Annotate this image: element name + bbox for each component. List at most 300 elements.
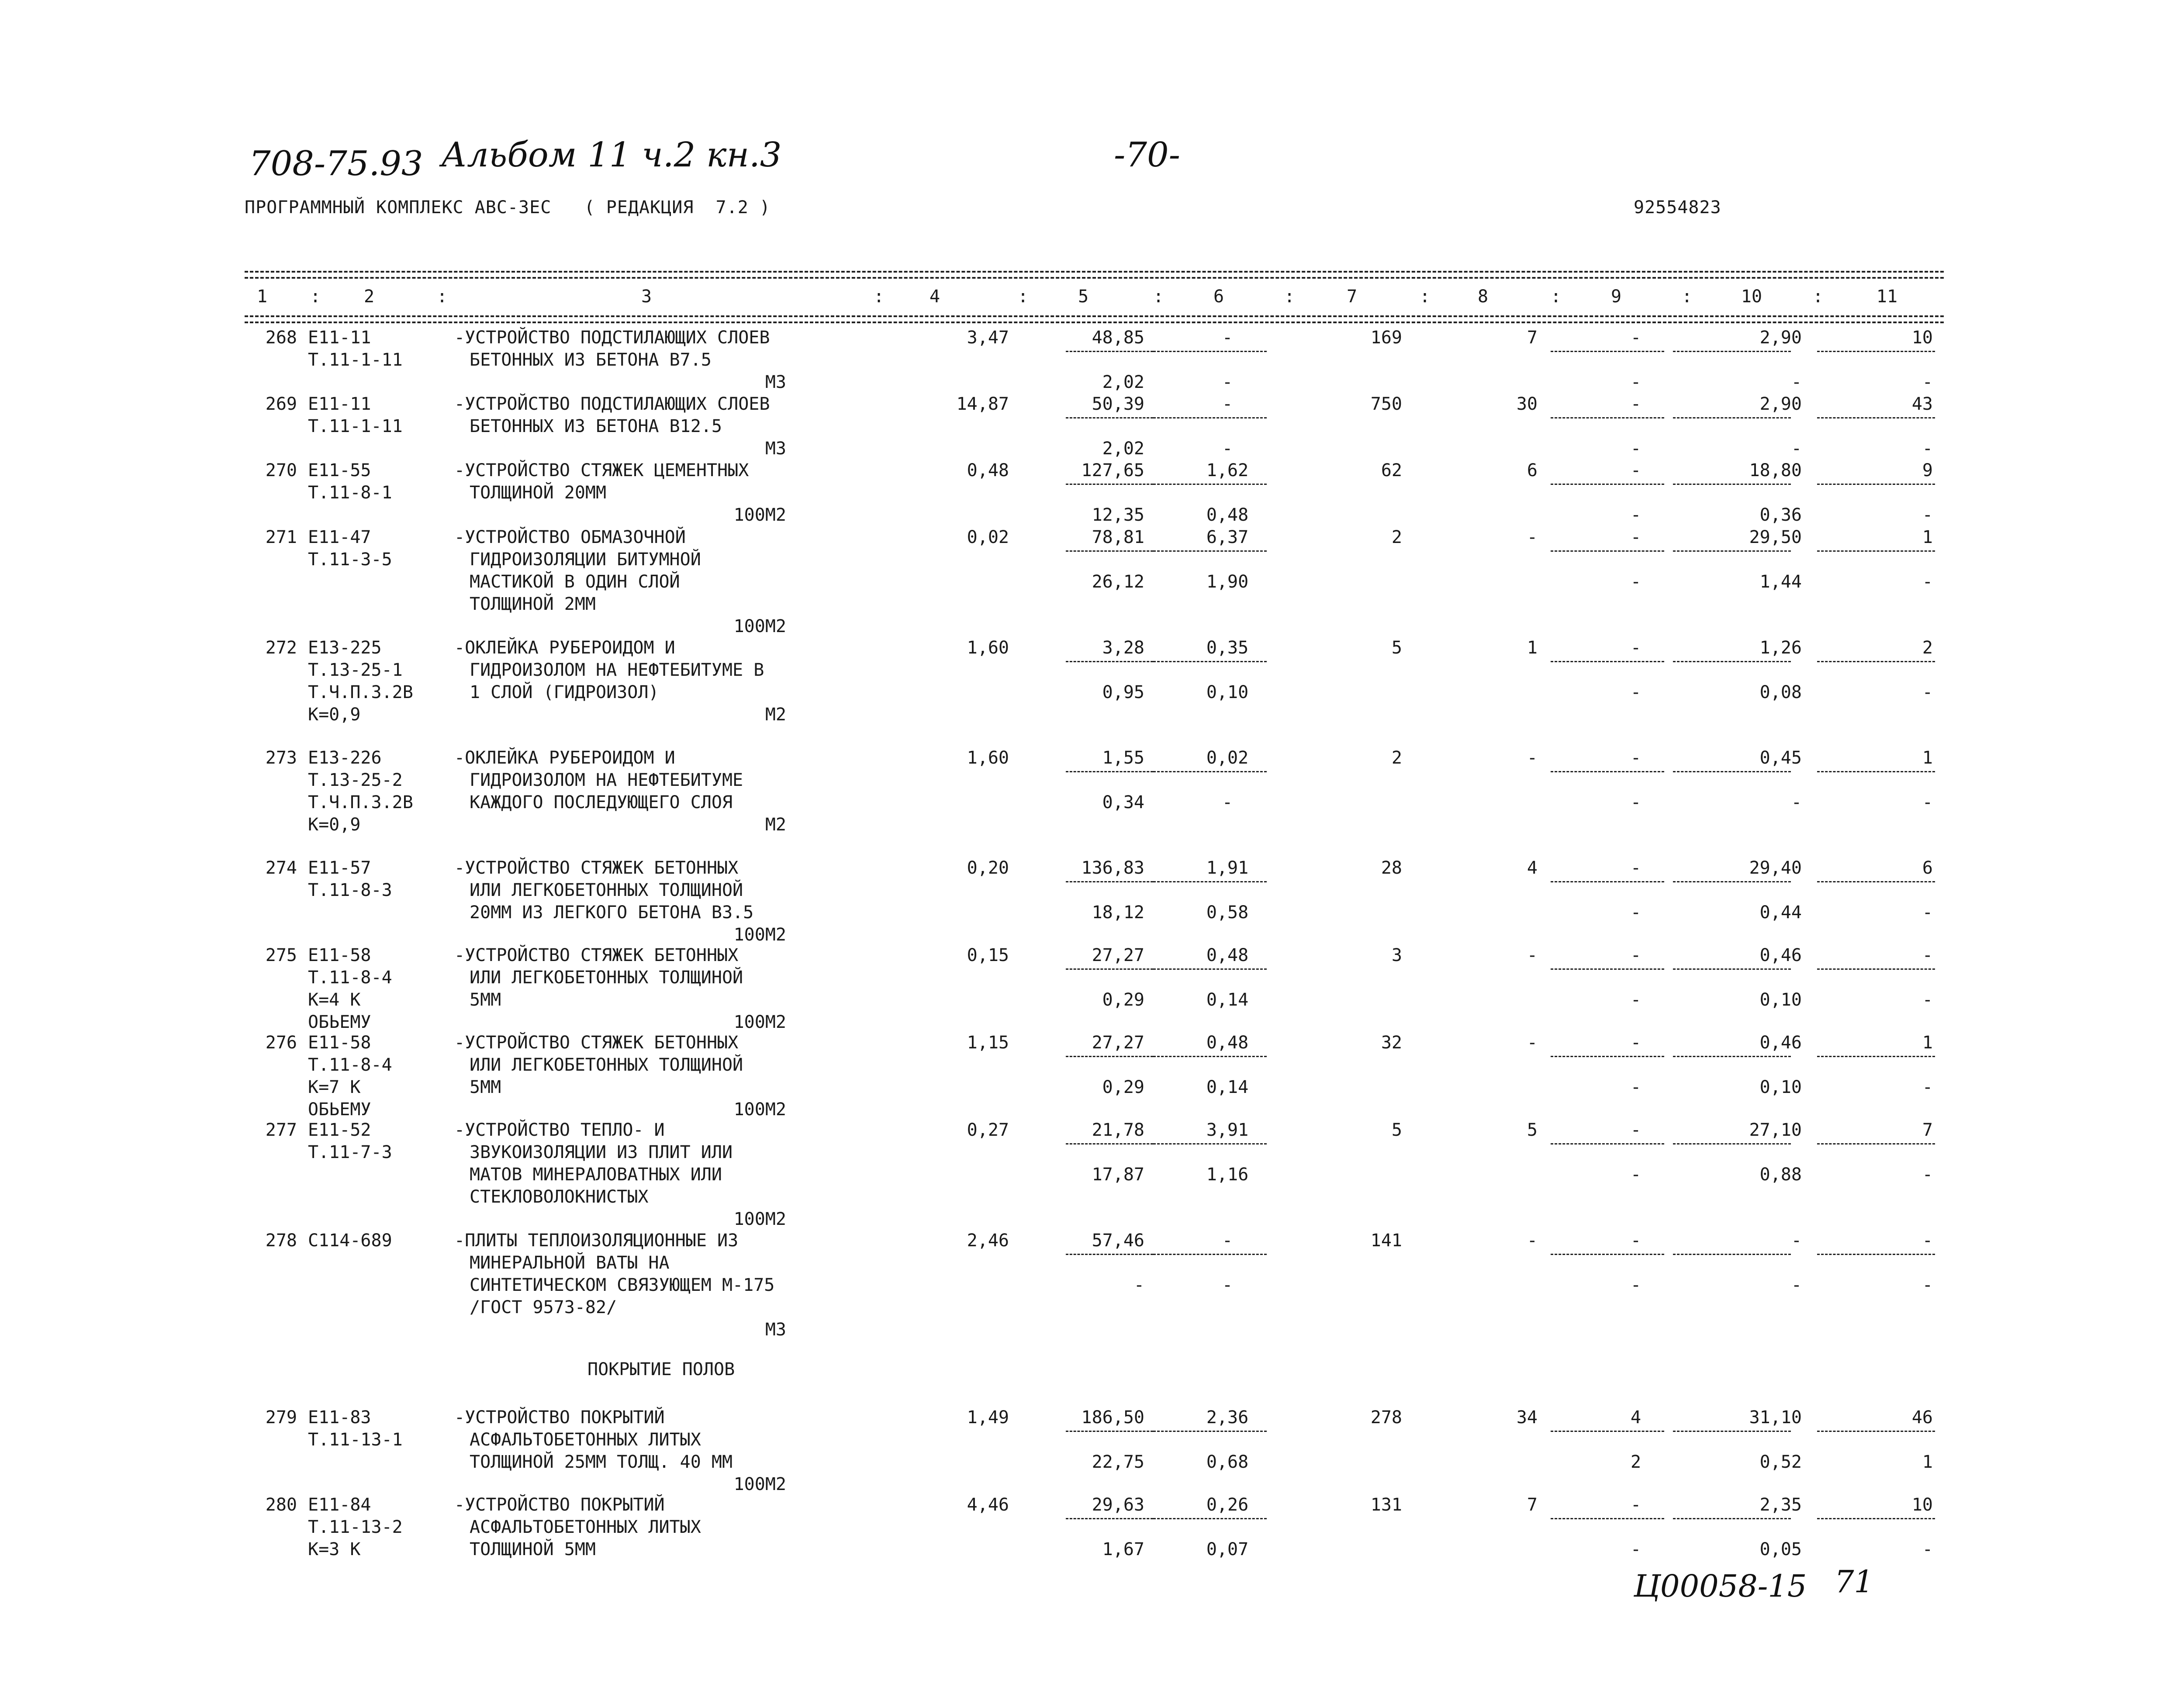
machine-cost-wages: 0,48 — [1206, 505, 1249, 525]
page-number: -70- — [1114, 135, 1180, 175]
col-11-sub: - — [1922, 990, 1933, 1010]
sub-rule — [1817, 351, 1935, 352]
work-description: -УСТРОЙСТВО СТЯЖЕК БЕТОННЫХ — [454, 858, 739, 878]
col-11-value: 10 — [1911, 328, 1933, 348]
footer-code: Ц00058-15 — [1634, 1568, 1807, 1604]
col-10-value: 31,10 — [1749, 1407, 1802, 1428]
machine-cost: 1,62 — [1206, 460, 1249, 481]
unit-cost: 57,46 — [1092, 1231, 1144, 1251]
total-cost: 3 — [1391, 945, 1402, 965]
work-description: -УСТРОЙСТВО ТЕПЛО- И — [454, 1120, 665, 1140]
norm-code: К=4 К — [308, 990, 361, 1010]
column-separator: : — [874, 287, 885, 307]
total-cost: 5 — [1391, 1120, 1402, 1140]
col-11-sub: - — [1922, 372, 1933, 392]
col-9-value: - — [1630, 1120, 1641, 1140]
total-cost: 2 — [1391, 748, 1402, 768]
sub-rule — [1153, 968, 1267, 970]
work-description: -УСТРОЙСТВО СТЯЖЕК БЕТОННЫХ — [454, 1033, 739, 1053]
norm-code: Т.13-25-2 — [308, 770, 403, 790]
sub-rule — [1551, 1518, 1664, 1519]
col-10-value: 0,46 — [1759, 1033, 1802, 1053]
machine-cost-wages: 0,07 — [1206, 1539, 1249, 1559]
col-9-value: - — [1630, 1033, 1641, 1053]
col-10-sub: 1,44 — [1759, 572, 1802, 592]
document-code: 92554823 — [1634, 197, 1721, 218]
quantity: 1,15 — [967, 1033, 1009, 1053]
col-11-value: 7 — [1922, 1120, 1933, 1140]
norm-code: Е11-52 — [308, 1120, 371, 1140]
column-number: 5 — [1078, 287, 1089, 307]
column-separator: : — [1813, 287, 1824, 307]
sub-rule — [1551, 417, 1664, 418]
sub-rule — [1066, 484, 1153, 485]
col-9-sub: - — [1630, 902, 1641, 923]
sub-rule — [1066, 661, 1153, 662]
sub-rule — [1817, 417, 1935, 418]
col-10-sub: 0,44 — [1759, 902, 1802, 923]
machine-cost-wages: 0,10 — [1206, 682, 1249, 702]
sub-rule — [1673, 417, 1791, 418]
norm-code: Т.13-25-1 — [308, 660, 403, 680]
total-cost: 750 — [1370, 394, 1402, 414]
col-9-sub: - — [1630, 505, 1641, 525]
norm-code: К=0,9 — [308, 705, 361, 725]
sub-rule — [1153, 881, 1267, 882]
col-11-value: 46 — [1911, 1407, 1933, 1428]
norm-code: ОБЬЕМУ — [308, 1012, 371, 1032]
row-number: 269 — [265, 394, 297, 414]
col-9-sub: - — [1630, 682, 1641, 702]
unit-cost-wages: 0,95 — [1102, 682, 1144, 702]
col-9-sub: - — [1630, 990, 1641, 1010]
quantity: 14,87 — [956, 394, 1009, 414]
work-description: АСФАЛЬТОБЕТОННЫХ ЛИТЫХ — [470, 1517, 701, 1537]
col-10-value: 29,40 — [1749, 858, 1802, 878]
sub-rule — [1673, 1431, 1791, 1432]
col-8-value: 7 — [1527, 1495, 1538, 1515]
sub-rule — [1673, 484, 1791, 485]
col-8-value: - — [1527, 1231, 1538, 1251]
col-10-value: 29,50 — [1749, 527, 1802, 547]
col-9-sub: - — [1630, 439, 1641, 459]
unit-cost: 127,65 — [1081, 460, 1144, 481]
machine-cost-wages: 0,58 — [1206, 902, 1249, 923]
sub-rule — [1066, 1518, 1153, 1519]
sub-rule — [1551, 484, 1664, 485]
norm-code: К=3 К — [308, 1539, 361, 1559]
col-11-sub: - — [1922, 572, 1933, 592]
sub-rule — [1673, 1056, 1791, 1057]
machine-cost: - — [1222, 328, 1233, 348]
norm-code: Е11-58 — [308, 1033, 371, 1053]
row-number: 277 — [265, 1120, 297, 1140]
machine-cost: 0,48 — [1206, 1033, 1249, 1053]
column-number: 4 — [929, 287, 940, 307]
work-description: -УСТРОЙСТВО ПОДСТИЛАЮЩИХ СЛОЕВ — [454, 394, 770, 414]
unit-of-measure: 100М2 — [733, 616, 786, 636]
unit-of-measure: 100М2 — [733, 925, 786, 945]
sub-rule — [1817, 968, 1935, 970]
col-11-value: 6 — [1922, 858, 1933, 878]
quantity: 1,60 — [967, 748, 1009, 768]
sub-rule — [1673, 968, 1791, 970]
col-9-value: - — [1630, 1495, 1641, 1515]
sub-rule — [1817, 1056, 1935, 1057]
norm-code: Т.11-8-1 — [308, 483, 392, 503]
machine-cost: 3,91 — [1206, 1120, 1249, 1140]
col-8-value: 34 — [1516, 1407, 1538, 1428]
col-9-value: - — [1630, 394, 1641, 414]
row-number: 271 — [265, 527, 297, 547]
sub-rule — [1673, 1254, 1791, 1255]
work-description: ИЛИ ЛЕГКОБЕТОННЫХ ТОЛЩИНОЙ — [470, 1055, 743, 1075]
col-8-value: 5 — [1527, 1120, 1538, 1140]
row-number: 278 — [265, 1231, 297, 1251]
col-10-sub: - — [1791, 372, 1802, 392]
machine-cost: - — [1222, 394, 1233, 414]
column-separator: : — [1284, 287, 1295, 307]
col-8-value: - — [1527, 527, 1538, 547]
norm-code: Т.11-13-2 — [308, 1517, 403, 1537]
col-8-value: 7 — [1527, 328, 1538, 348]
column-separator: : — [1153, 287, 1164, 307]
total-cost: 141 — [1370, 1231, 1402, 1251]
unit-cost: 78,81 — [1092, 527, 1144, 547]
col-11-value: 1 — [1922, 1033, 1933, 1053]
sub-rule — [1551, 771, 1664, 772]
col-11-value: 9 — [1922, 460, 1933, 481]
sub-rule — [1817, 1143, 1935, 1144]
work-description: -ОКЛЕЙКА РУБЕРОИДОМ И — [454, 638, 675, 658]
machine-cost-wages: 1,90 — [1206, 572, 1249, 592]
unit-cost-wages: 0,34 — [1102, 792, 1144, 813]
sub-rule — [1153, 1056, 1267, 1057]
column-separator: : — [1682, 287, 1693, 307]
unit-cost-wages: 18,12 — [1092, 902, 1144, 923]
col-8-value: - — [1527, 945, 1538, 965]
machine-cost: 1,91 — [1206, 858, 1249, 878]
unit-cost-wages: 12,35 — [1092, 505, 1144, 525]
col-10-sub: 0,05 — [1759, 1539, 1802, 1559]
sub-rule — [1066, 1254, 1153, 1255]
unit-cost-wages: - — [1133, 1275, 1144, 1295]
total-cost: 5 — [1391, 638, 1402, 658]
machine-cost-wages: 0,68 — [1206, 1452, 1249, 1472]
col-9-sub: - — [1630, 1077, 1641, 1097]
col-10-value: 0,46 — [1759, 945, 1802, 965]
work-description: -УСТРОЙСТВО ПОДСТИЛАЮЩИХ СЛОЕВ — [454, 328, 770, 348]
sub-rule — [1817, 661, 1935, 662]
work-description: БЕТОННЫХ ИЗ БЕТОНА В12.5 — [470, 416, 722, 436]
norm-code: Т.11-3-5 — [308, 550, 392, 570]
unit-cost-wages: 26,12 — [1092, 572, 1144, 592]
sub-rule — [1551, 1254, 1664, 1255]
work-description: 1 СЛОЙ (ГИДРОИЗОЛ) — [470, 682, 659, 702]
row-number: 280 — [265, 1495, 297, 1515]
norm-code: Е13-226 — [308, 748, 382, 768]
work-description: 20ММ ИЗ ЛЕГКОГО БЕТОНА В3.5 — [470, 902, 754, 923]
sub-rule — [1817, 881, 1935, 882]
work-description: -ОКЛЕЙКА РУБЕРОИДОМ И — [454, 748, 675, 768]
norm-code: Т.Ч.П.3.2В — [308, 792, 413, 813]
work-description: БЕТОННЫХ ИЗ БЕТОНА В7.5 — [470, 350, 712, 370]
work-description: -УСТРОЙСТВО ОБМАЗОЧНОЙ — [454, 527, 686, 547]
col-11-value: 1 — [1922, 527, 1933, 547]
column-number: 2 — [363, 287, 375, 307]
unit-cost: 48,85 — [1092, 328, 1144, 348]
work-description: ТОЛЩИНОЙ 25ММ ТОЛЩ. 40 ММ — [470, 1452, 733, 1472]
machine-cost: 2,36 — [1206, 1407, 1249, 1428]
sub-rule — [1551, 351, 1664, 352]
column-number: 7 — [1346, 287, 1358, 307]
quantity: 0,48 — [967, 460, 1009, 481]
col-10-value: 0,45 — [1759, 748, 1802, 768]
norm-code: Е11-47 — [308, 527, 371, 547]
norm-code: Е13-225 — [308, 638, 382, 658]
col-11-value: 43 — [1911, 394, 1933, 414]
column-number: 6 — [1213, 287, 1224, 307]
work-description: 5ММ — [470, 1077, 501, 1097]
sub-rule — [1817, 1431, 1935, 1432]
norm-code: Т.Ч.П.3.2В — [308, 682, 413, 702]
work-description: -УСТРОЙСТВО ПОКРЫТИЙ — [454, 1407, 665, 1428]
sub-rule — [1066, 1143, 1153, 1144]
sub-rule — [1066, 1431, 1153, 1432]
sub-rule — [1153, 1143, 1267, 1144]
row-number: 275 — [265, 945, 297, 965]
sub-rule — [1153, 771, 1267, 772]
section-title: ПОКРЫТИЕ ПОЛОВ — [587, 1359, 735, 1380]
col-11-sub: - — [1922, 902, 1933, 923]
column-number: 8 — [1477, 287, 1489, 307]
total-cost: 2 — [1391, 527, 1402, 547]
col-9-value: - — [1630, 460, 1641, 481]
col-11-sub: - — [1922, 682, 1933, 702]
sub-rule — [1551, 1431, 1664, 1432]
col-9-value: - — [1630, 638, 1641, 658]
total-cost: 32 — [1381, 1033, 1402, 1053]
column-number: 1 — [256, 287, 268, 307]
norm-code: Е11-58 — [308, 945, 371, 965]
footer-page: 71 — [1835, 1564, 1874, 1600]
sub-rule — [1066, 417, 1153, 418]
sub-rule — [1153, 1431, 1267, 1432]
norm-code: Т.11-13-1 — [308, 1430, 403, 1450]
machine-cost: 0,26 — [1206, 1495, 1249, 1515]
col-10-sub: 0,08 — [1759, 682, 1802, 702]
sub-rule — [1817, 484, 1935, 485]
col-9-sub: - — [1630, 1539, 1641, 1559]
machine-cost-wages: - — [1222, 372, 1233, 392]
unit-cost-wages: 1,67 — [1102, 1539, 1144, 1559]
work-description: СИНТЕТИЧЕСКОМ СВЯЗУЮЩЕМ М-175 — [470, 1275, 775, 1295]
col-10-sub: 0,52 — [1759, 1452, 1802, 1472]
work-description: ЗВУКОИЗОЛЯЦИИ ИЗ ПЛИТ ИЛИ — [470, 1142, 733, 1162]
unit-cost: 27,27 — [1092, 945, 1144, 965]
unit-cost: 186,50 — [1081, 1407, 1144, 1428]
col-9-value: - — [1630, 748, 1641, 768]
col-10-sub: - — [1791, 439, 1802, 459]
sub-rule — [1817, 550, 1935, 552]
col-9-value: - — [1630, 328, 1641, 348]
work-description: ГИДРОИЗОЛОМ НА НЕФТЕБИТУМЕ — [470, 770, 743, 790]
total-cost: 131 — [1370, 1495, 1402, 1515]
unit-cost: 27,27 — [1092, 1033, 1144, 1053]
quantity: 0,20 — [967, 858, 1009, 878]
work-description: -ПЛИТЫ ТЕПЛОИЗОЛЯЦИОННЫЕ ИЗ — [454, 1231, 739, 1251]
unit-of-measure: М3 — [765, 372, 786, 392]
machine-cost: - — [1222, 1231, 1233, 1251]
sub-rule — [1153, 484, 1267, 485]
sub-rule — [1673, 351, 1791, 352]
unit-cost: 21,78 — [1092, 1120, 1144, 1140]
col-8-value: 1 — [1527, 638, 1538, 658]
col-11-sub: - — [1922, 1275, 1933, 1295]
quantity: 0,02 — [967, 527, 1009, 547]
column-separator: : — [1551, 287, 1562, 307]
norm-code: С114-689 — [308, 1231, 392, 1251]
work-description: КАЖДОГО ПОСЛЕДУЮЩЕГО СЛОЯ — [470, 792, 733, 813]
col-11-sub: - — [1922, 1165, 1933, 1185]
quantity: 2,46 — [967, 1231, 1009, 1251]
total-cost: 169 — [1370, 328, 1402, 348]
col-10-sub: 0,88 — [1759, 1165, 1802, 1185]
work-description: ИЛИ ЛЕГКОБЕТОННЫХ ТОЛЩИНОЙ — [470, 968, 743, 988]
unit-cost-wages: 17,87 — [1092, 1165, 1144, 1185]
total-cost: 62 — [1381, 460, 1402, 481]
total-cost: 28 — [1381, 858, 1402, 878]
sub-rule — [1066, 351, 1153, 352]
col-11-sub: - — [1922, 505, 1933, 525]
col-10-sub: - — [1791, 792, 1802, 813]
sub-rule — [1153, 417, 1267, 418]
work-description: 5ММ — [470, 990, 501, 1010]
sub-rule — [1817, 771, 1935, 772]
document-number: 708-75.93 — [249, 144, 423, 183]
work-description: ИЛИ ЛЕГКОБЕТОННЫХ ТОЛЩИНОЙ — [470, 880, 743, 900]
col-9-value: - — [1630, 945, 1641, 965]
norm-code: Т.11-8-4 — [308, 968, 392, 988]
norm-code: Е11-83 — [308, 1407, 371, 1428]
sub-rule — [1551, 550, 1664, 552]
column-separator: : — [1420, 287, 1431, 307]
norm-code: Т.11-8-3 — [308, 880, 392, 900]
column-number: 10 — [1741, 287, 1762, 307]
sub-rule — [1673, 550, 1791, 552]
col-9-value: - — [1630, 1231, 1641, 1251]
unit-cost: 3,28 — [1102, 638, 1144, 658]
row-number: 273 — [265, 748, 297, 768]
norm-code: К=0,9 — [308, 815, 361, 835]
norm-code: Е11-57 — [308, 858, 371, 878]
work-description: -УСТРОЙСТВО ПОКРЫТИЙ — [454, 1495, 665, 1515]
sub-rule — [1551, 661, 1664, 662]
column-number: 11 — [1876, 287, 1898, 307]
work-description: ТОЛЩИНОЙ 5ММ — [470, 1539, 596, 1559]
work-description: -УСТРОЙСТВО СТЯЖЕК ЦЕМЕНТНЫХ — [454, 460, 749, 481]
col-11-value: - — [1922, 945, 1933, 965]
work-description: ТОЛЩИНОЙ 20ММ — [470, 483, 607, 503]
unit-of-measure: 100М2 — [733, 1012, 786, 1032]
col-9-sub: - — [1630, 1275, 1641, 1295]
norm-code: Т.11-7-3 — [308, 1142, 392, 1162]
norm-code: Е11-11 — [308, 394, 371, 414]
row-number: 276 — [265, 1033, 297, 1053]
quantity: 3,47 — [967, 328, 1009, 348]
col-9-value: 4 — [1630, 1407, 1641, 1428]
col-10-sub: 0,10 — [1759, 1077, 1802, 1097]
program-header: ПРОГРАММНЫЙ КОМПЛЕКС АВС-3ЕС ( РЕДАКЦИЯ 7.2 ) — [245, 197, 771, 218]
col-10-value: 1,26 — [1759, 638, 1802, 658]
work-description: ТОЛЩИНОЙ 2ММ — [470, 594, 596, 614]
sub-rule — [1817, 1518, 1935, 1519]
unit-cost-wages: 2,02 — [1102, 372, 1144, 392]
sub-rule — [1817, 1254, 1935, 1255]
work-description: ГИДРОИЗОЛОМ НА НЕФТЕБИТУМЕ В — [470, 660, 764, 680]
col-11-value: 10 — [1911, 1495, 1933, 1515]
machine-cost-wages: 0,14 — [1206, 1077, 1249, 1097]
unit-cost-wages: 0,29 — [1102, 990, 1144, 1010]
sub-rule — [1673, 881, 1791, 882]
unit-of-measure: 100М2 — [733, 1474, 786, 1494]
col-8-value: 6 — [1527, 460, 1538, 481]
column-number: 9 — [1610, 287, 1622, 307]
sub-rule — [1153, 661, 1267, 662]
col-11-sub: - — [1922, 439, 1933, 459]
row-number: 268 — [265, 328, 297, 348]
unit-cost-wages: 22,75 — [1092, 1452, 1144, 1472]
quantity: 0,15 — [967, 945, 1009, 965]
unit-of-measure: М2 — [765, 815, 786, 835]
col-9-sub: - — [1630, 792, 1641, 813]
col-9-sub: - — [1630, 572, 1641, 592]
sub-rule — [1153, 1254, 1267, 1255]
column-number: 3 — [641, 287, 652, 307]
machine-cost: 6,37 — [1206, 527, 1249, 547]
unit-of-measure: М3 — [765, 439, 786, 459]
sub-rule — [1066, 1056, 1153, 1057]
col-11-value: - — [1922, 1231, 1933, 1251]
norm-code: Е11-84 — [308, 1495, 371, 1515]
unit-cost: 29,63 — [1092, 1495, 1144, 1515]
unit-of-measure: М2 — [765, 705, 786, 725]
sub-rule — [1551, 968, 1664, 970]
col-9-sub: - — [1630, 1165, 1641, 1185]
work-description: МИНЕРАЛЬНОЙ ВАТЫ НА — [470, 1253, 670, 1273]
sub-rule — [1551, 1143, 1664, 1144]
work-description: ГИДРОИЗОЛЯЦИИ БИТУМНОЙ — [470, 550, 701, 570]
col-10-value: 27,10 — [1749, 1120, 1802, 1140]
norm-code: Т.11-8-4 — [308, 1055, 392, 1075]
col-11-sub: 1 — [1922, 1452, 1933, 1472]
album-reference: Альбом 11 ч.2 кн.3 — [441, 135, 782, 175]
sub-rule — [1551, 1056, 1664, 1057]
machine-cost-wages: - — [1222, 439, 1233, 459]
sub-rule — [1551, 881, 1664, 882]
column-separator: : — [437, 287, 448, 307]
sub-rule — [1066, 550, 1153, 552]
work-description: МАТОВ МИНЕРАЛОВАТНЫХ ИЛИ — [470, 1165, 722, 1185]
work-description: /ГОСТ 9573-82/ — [470, 1297, 617, 1317]
sub-rule — [1153, 1518, 1267, 1519]
unit-of-measure: 100М2 — [733, 1099, 786, 1120]
col-8-value: 4 — [1527, 858, 1538, 878]
norm-code: К=7 К — [308, 1077, 361, 1097]
machine-cost: 0,02 — [1206, 748, 1249, 768]
row-number: 279 — [265, 1407, 297, 1428]
sub-rule — [1673, 1518, 1791, 1519]
